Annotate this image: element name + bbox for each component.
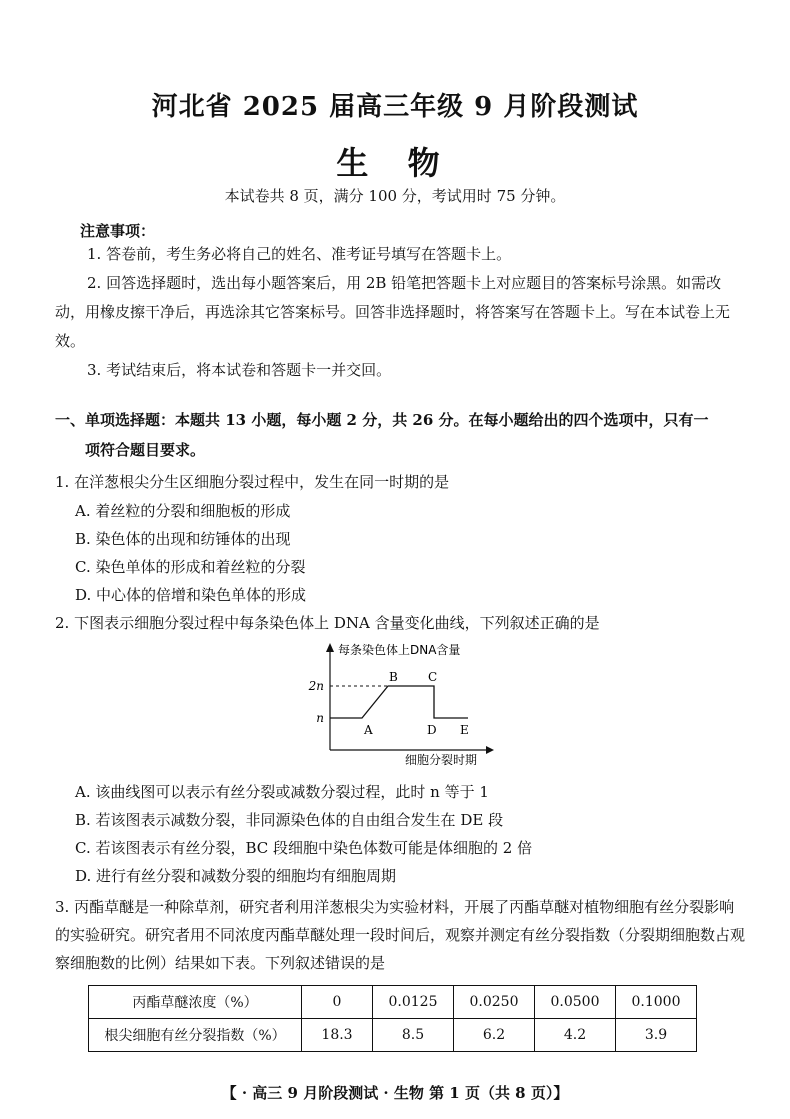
question-1-option-a: A. 着丝粒的分裂和细胞板的形成 [75, 502, 291, 520]
question-1-option-c: C. 染色单体的形成和着丝粒的分裂 [75, 558, 306, 576]
exam-info: 本试卷共 8 页，满分 100 分，考试用时 75 分钟。 [224, 187, 566, 205]
y-tick-n: n [316, 711, 324, 725]
page-footer: 【 · 高三 9 月阶段测试 · 生物 第 1 页（共 8 页）】 [221, 1084, 569, 1102]
notice-item-1: 1. 答卷前，考生务必将自己的姓名、准考证号填写在答题卡上。 [87, 245, 512, 263]
table-cell: 0.0125 [373, 986, 454, 1019]
section-heading-line2: 项符合题目要求。 [85, 441, 206, 459]
y-tick-2n: 2n [308, 679, 324, 693]
question-2-option-a: A. 该曲线图可以表示有丝分裂或减数分裂过程，此时 n 等于 1 [75, 783, 489, 801]
question-2-option-b: B. 若该图表示减数分裂，非同源染色体的自由组合发生在 DE 段 [75, 811, 504, 829]
question-1-stem: 1. 在洋葱根尖分生区细胞分裂过程中，发生在同一时期的是 [55, 473, 450, 491]
x-axis-arrow [486, 746, 494, 754]
question-2-option-d: D. 进行有丝分裂和减数分裂的细胞均有细胞周期 [75, 867, 397, 885]
x-axis-label: 细胞分裂时期 [405, 753, 478, 767]
exam-subject: 生 物 [336, 144, 454, 182]
question-3-stem: 3. 丙酯草醚是一种除草剂，研究者利用洋葱根尖为实验材料，开展了丙酯草醚对植物细胞有丝分裂影响的实验研究。研究者用不同浓度丙酯草醚处理一段时间后，观察并测定有丝分裂指数（分裂期细胞数占观察细胞数的比例）结果如下表。下列叙述错误的是 [55, 898, 746, 972]
table-cell: 8.5 [373, 1019, 454, 1052]
table-cell: 0 [302, 986, 373, 1019]
table-row [89, 986, 697, 1019]
point-label-e: E [460, 723, 469, 737]
table-cell: 18.3 [302, 1019, 373, 1052]
question-1-option-d: D. 中心体的倍增和染色单体的形成 [75, 586, 307, 604]
notice-item-3: 3. 考试结束后，将本试卷和答题卡一并交回。 [87, 361, 392, 379]
table-cell: 丙酯草醚浓度（%） [89, 986, 302, 1019]
dna-content-chart [300, 638, 500, 768]
table-cell: 6.2 [454, 1019, 535, 1052]
y-axis-label: 每条染色体上DNA含量 [338, 643, 461, 657]
section-heading [55, 405, 745, 465]
table-row [89, 1019, 697, 1052]
table-cell: 0.0500 [535, 986, 616, 1019]
table-cell: 3.9 [616, 1019, 697, 1052]
section-heading-line1: 一、单项选择题：本题共 13 小题，每小题 2 分，共 26 分。在每小题给出的四个选项中，只有一 [55, 411, 709, 429]
table-cell: 0.1000 [616, 986, 697, 1019]
y-axis-arrow [326, 643, 334, 652]
notice-heading: 注意事项： [80, 222, 156, 240]
dna-curve [330, 686, 468, 718]
data-table [88, 985, 697, 1052]
question-1-option-b: B. 染色体的出现和纺锤体的出现 [75, 530, 291, 548]
point-label-c: C [428, 670, 438, 684]
notice-item-2: 2. 回答选择题时，选出每小题答案后，用 2B 铅笔把答题卡上对应题目的答案标号涂黑。如需改动，用橡皮擦干净后，再选涂其它答案标号。回答非选择题时，将答案写在答题卡上。写在本试卷上无效。 [55, 274, 731, 350]
table-cell: 4.2 [535, 1019, 616, 1052]
table-cell: 0.0250 [454, 986, 535, 1019]
point-label-d: D [427, 723, 437, 737]
question-2-option-c: C. 若该图表示有丝分裂，BC 段细胞中染色体数可能是体细胞的 2 倍 [75, 839, 533, 857]
table-cell: 根尖细胞有丝分裂指数（%） [89, 1019, 302, 1052]
question-2-stem: 2. 下图表示细胞分裂过程中每条染色体上 DNA 含量变化曲线，下列叙述正确的是 [55, 614, 600, 632]
exam-title: 河北省 2025 届高三年级 9 月阶段测试 [151, 92, 639, 122]
point-label-b: B [389, 670, 398, 684]
point-label-a: A [364, 723, 373, 737]
